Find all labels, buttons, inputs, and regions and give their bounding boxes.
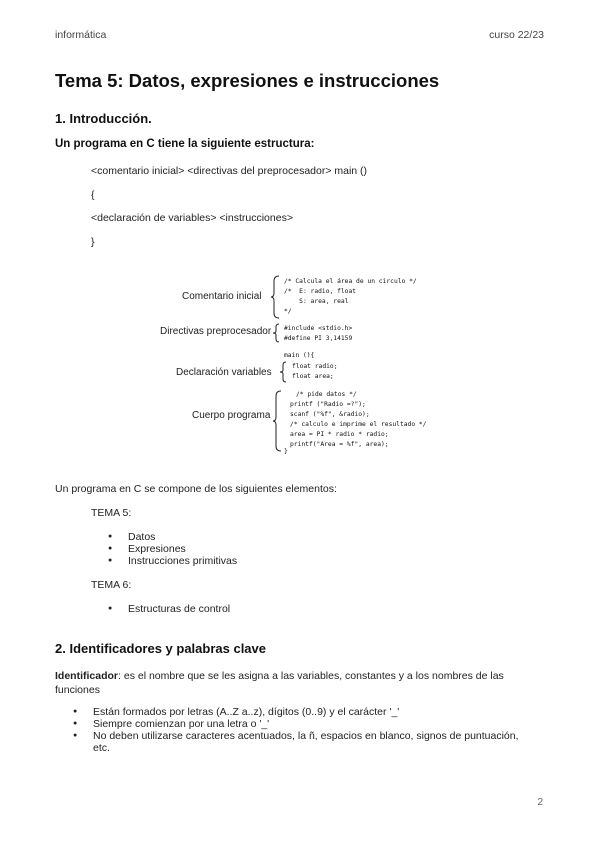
- page-title: Tema 5: Datos, expresiones e instrucciones: [55, 70, 440, 91]
- list-item: ● No deben utilizarse caracteres acentuados, la ñ, espacios en blanco, signos de puntuación, etc.: [73, 730, 533, 754]
- structure-line-3: <declaración de variables> <instrucciones>: [91, 212, 293, 224]
- diagram-label-declaration: Declaración variables: [176, 367, 272, 378]
- tema5-list: [108, 531, 237, 567]
- section1-lead: Un programa en C tiene la siguiente estructura:: [55, 138, 315, 150]
- diagram-label-body: Cuerpo programa: [192, 410, 271, 421]
- brace-body: [272, 390, 282, 452]
- list-item: ● Siempre comienzan por una letra o '_': [73, 718, 533, 730]
- identifier-term: Identificador: [55, 670, 119, 682]
- brace-comment: [270, 275, 280, 319]
- tema6-label: TEMA 6:: [91, 579, 132, 591]
- code-directives-block: #include <stdio.h> #define PI 3,14159: [284, 325, 353, 342]
- brace-declaration: [279, 361, 287, 383]
- list-item: ● Estructuras de control: [108, 603, 230, 615]
- structure-line-4: }: [91, 236, 95, 248]
- identifier-definition: Identificador: es el nombre que se les asigna a las variables, constantes y a los nombres de las funciones: [55, 670, 504, 696]
- identifier-rules-list: [73, 706, 533, 754]
- code-comment-block: /* Calcula el área de un circulo */ /* E: radio, float S: area, real */: [284, 278, 417, 315]
- diagram-label-comment: Comentario inicial: [182, 291, 262, 302]
- header-course-year: curso 22/23: [489, 29, 544, 41]
- section1-heading: 1. Introducción.: [55, 111, 152, 126]
- tema6-list: [108, 603, 230, 615]
- tema5-label: TEMA 5:: [91, 507, 132, 519]
- structure-line-1: <comentario inicial> <directivas del preprocesador> main (): [91, 165, 368, 177]
- page-number: 2: [537, 797, 543, 808]
- list-item: ● Expresiones: [108, 543, 237, 555]
- code-body-block: /* pide datos */ printf ("Radio =?"); scanf ("%f", &radio); /* calculo e imprime el resultado */ area = PI * radio * radio; printf("Area = %f", area);: [290, 391, 427, 448]
- code-closing-brace: }: [284, 448, 288, 455]
- list-item: ● Están formados por letras (A..Z a..z), dígitos (0..9) y el carácter '_': [73, 706, 533, 718]
- list-item: ● Datos: [108, 531, 237, 543]
- diagram-label-directives: Directivas preprocesador: [160, 326, 272, 337]
- list-item: ● Instrucciones primitivas: [108, 555, 237, 567]
- elements-intro: Un programa en C se compone de los siguientes elementos:: [55, 483, 337, 495]
- brace-directives: [272, 323, 280, 343]
- header-course-name: informática: [55, 29, 107, 41]
- code-main-line: main (){: [284, 352, 315, 359]
- code-declaration-block: float radio; float area;: [292, 363, 338, 380]
- section2-heading: 2. Identificadores y palabras clave: [55, 641, 266, 656]
- structure-line-2: {: [91, 189, 95, 201]
